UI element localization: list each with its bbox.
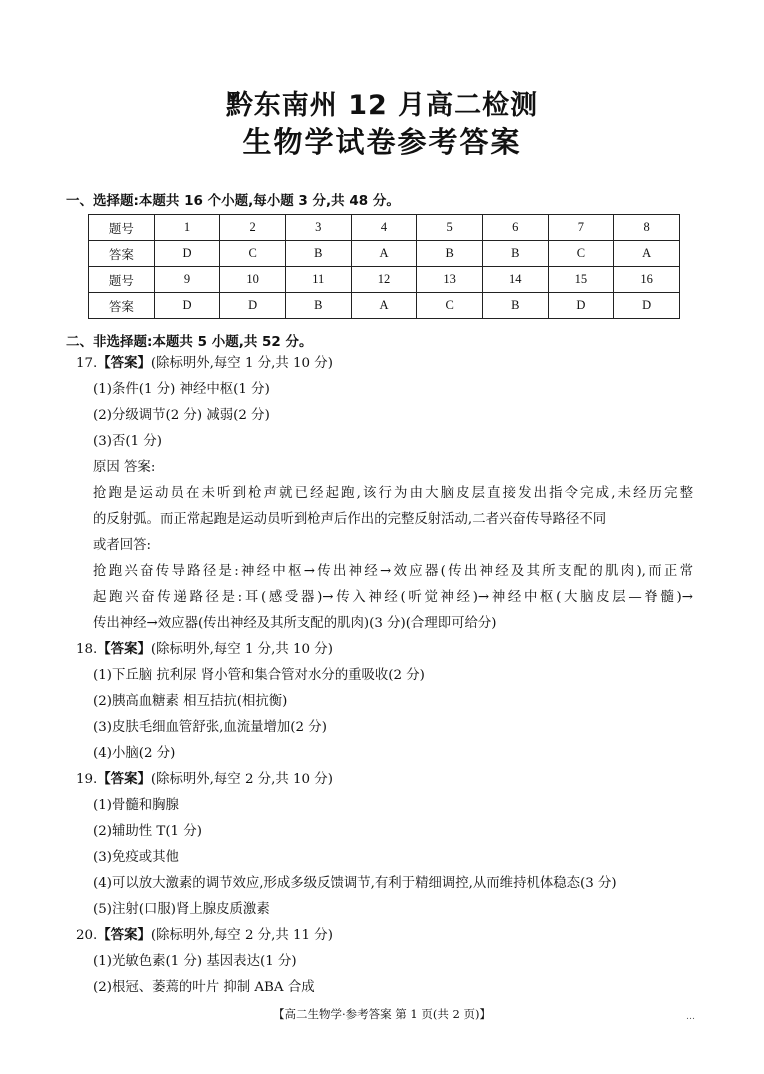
q19-answer-1: (1)骨髓和胸腺: [93, 798, 179, 813]
table-cell: B: [482, 241, 548, 267]
table-cell: 7: [548, 215, 614, 241]
q17-reason-line-5: 传出神经→效应器(传出神经及其所支配的肌肉)(3 分)(合理即可给分): [93, 616, 497, 631]
table-row: [89, 215, 680, 241]
table-cell: 4: [351, 215, 417, 241]
q19-scoring-note: (除标明外,每空 2 分,共 10 分): [150, 772, 333, 787]
table-cell: B: [285, 293, 351, 319]
table-cell: 8: [614, 215, 680, 241]
q17-or-label: 或者回答:: [93, 538, 152, 553]
table-cell: 5: [417, 215, 483, 241]
q19-answer-2: (2)辅助性 T(1 分): [93, 824, 202, 839]
q19-answer-tag: 【答案】: [97, 772, 151, 787]
q18-answer-tag: 【答案】: [97, 642, 151, 657]
q17-answer-tag: 【答案】: [97, 356, 151, 371]
row-label-cell: 题号: [89, 267, 155, 293]
q19-answer-5: (5)注射(口服)肾上腺皮质激素: [93, 902, 270, 917]
row-label-cell: 答案: [89, 241, 155, 267]
q20-answer-2: (2)根冠、萎蔫的叶片 抑制 ABA 合成: [93, 980, 315, 995]
section2-heading: 二、非选择题:本题共 5 小题,共 52 分。: [66, 334, 313, 350]
q18-header: [76, 643, 333, 656]
table-cell: 2: [220, 215, 286, 241]
table-cell: C: [548, 241, 614, 267]
table-row: [89, 241, 680, 267]
page-title-line1: 黔东南州 12 月高二检测: [225, 90, 539, 121]
q20-number: 20.: [76, 928, 98, 943]
table-cell: 11: [285, 267, 351, 293]
table-cell: 6: [482, 215, 548, 241]
table-cell: 12: [351, 267, 417, 293]
q20-answer-tag: 【答案】: [97, 928, 151, 943]
q18-answer-1: (1)下丘脑 抗利尿 肾小管和集合管对水分的重吸收(2 分): [93, 668, 425, 683]
q17-reason-line-4: 起跑兴奋传递路径是:耳(感受器)→传入神经(听觉神经)→神经中枢(大脑皮层—脊髓)→: [93, 590, 693, 605]
q19-header: [76, 773, 333, 786]
table-cell: 10: [220, 267, 286, 293]
table-cell: 9: [154, 267, 220, 293]
table-cell: 3: [285, 215, 351, 241]
q18-answer-3: (3)皮肤毛细血管舒张,血流量增加(2 分): [93, 720, 327, 735]
q19-answer-3: (3)免疫或其他: [93, 850, 179, 865]
q17-reason-line-3: 抢跑兴奋传导路径是:神经中枢→传出神经→效应器(传出神经及其所支配的肌肉),而正常: [93, 564, 693, 579]
q20-scoring-note: (除标明外,每空 2 分,共 11 分): [150, 928, 333, 943]
q17-answer-3: (3)否(1 分): [93, 434, 162, 449]
q17-reason-line-2: 的反射弧。而正常起跑是运动员听到枪声后作出的完整反射活动,二者兴奋传导路径不同: [93, 512, 607, 527]
page-title-line2: 生物学试卷参考答案: [242, 125, 522, 159]
q20-answer-1: (1)光敏色素(1 分) 基因表达(1 分): [93, 954, 297, 969]
table-row: [89, 293, 680, 319]
q17-reason-line-1: 抢跑是运动员在未听到枪声就已经起跑,该行为由大脑皮层直接发出指令完成,未经历完整: [93, 486, 693, 501]
section1-heading: 一、选择题:本题共 16 个小题,每小题 3 分,共 48 分。: [66, 193, 400, 209]
table-cell: D: [154, 293, 220, 319]
page-footer: 【高二生物学·参考答案 第 1 页(共 2 页)】: [272, 1007, 492, 1021]
q19-answer-4: (4)可以放大激素的调节效应,形成多级反馈调节,有利于精细调控,从而维持机体稳态(3 分): [93, 876, 617, 891]
row-label-cell: 答案: [89, 293, 155, 319]
q18-number: 18.: [76, 642, 98, 657]
table-cell: C: [417, 293, 483, 319]
q17-scoring-note: (除标明外,每空 1 分,共 10 分): [150, 356, 333, 371]
q17-number: 17.: [76, 356, 98, 371]
q17-header: [76, 357, 333, 370]
table-cell: B: [285, 241, 351, 267]
table-cell: 15: [548, 267, 614, 293]
table-cell: D: [154, 241, 220, 267]
q17-answer-1: (1)条件(1 分) 神经中枢(1 分): [93, 382, 270, 397]
table-cell: D: [548, 293, 614, 319]
q17-answer-2: (2)分级调节(2 分) 减弱(2 分): [93, 408, 270, 423]
q20-header: [76, 929, 333, 942]
table-cell: D: [220, 293, 286, 319]
table-cell: A: [351, 241, 417, 267]
table-cell: 13: [417, 267, 483, 293]
table-cell: D: [614, 293, 680, 319]
footer-dots: …: [686, 1012, 695, 1022]
table-row: [89, 267, 680, 293]
q17-reason-label: 原因 答案:: [93, 460, 156, 475]
table-cell: A: [614, 241, 680, 267]
table-cell: A: [351, 293, 417, 319]
q19-number: 19.: [76, 772, 98, 787]
answer-table: [88, 214, 680, 319]
row-label-cell: 题号: [89, 215, 155, 241]
q18-answer-2: (2)胰高血糖素 相互拮抗(相抗衡): [93, 694, 288, 709]
table-cell: 14: [482, 267, 548, 293]
table-cell: 16: [614, 267, 680, 293]
q18-scoring-note: (除标明外,每空 1 分,共 10 分): [150, 642, 333, 657]
table-cell: B: [417, 241, 483, 267]
table-cell: B: [482, 293, 548, 319]
q18-answer-4: (4)小脑(2 分): [93, 746, 176, 761]
table-cell: 1: [154, 215, 220, 241]
table-cell: C: [220, 241, 286, 267]
